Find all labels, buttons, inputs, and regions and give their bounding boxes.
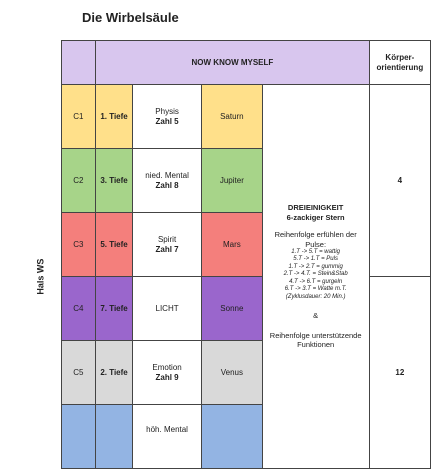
tiefe-cell: 5. Tiefe <box>96 213 133 277</box>
blank-cell <box>0 85 21 149</box>
planet-cell <box>202 405 262 469</box>
hals-ws-label-cell <box>21 85 62 469</box>
tiefe-cell: 1. Tiefe <box>96 85 133 149</box>
aspect-name: Spirit <box>157 234 177 244</box>
blank-cell <box>0 277 21 341</box>
aspect-cell <box>132 405 201 469</box>
planet-cell: Mars <box>202 213 262 277</box>
trinity-subheading: 6-zackiger Stern <box>286 212 345 222</box>
koerper-header-line2: orientierung <box>376 62 424 72</box>
trinity-line: 2.T -> 4.T. = Stein&Stab <box>283 271 348 278</box>
koerper-header-line1: Körper- <box>385 52 415 62</box>
aspect-name: höh. Mental <box>146 425 188 434</box>
aspect-cell <box>132 341 201 405</box>
koerperorientierung-header <box>369 41 430 85</box>
aspect-name: LICHT <box>155 303 179 313</box>
trinity-ampersand: & <box>313 311 319 321</box>
tiefe-cell: 2. Tiefe <box>96 341 133 405</box>
trinity-line: 4.T -> 6.T = gurgeln <box>289 278 343 285</box>
blank-cell <box>21 41 62 85</box>
aspect-zahl: Zahl 5 <box>155 116 179 126</box>
tiefe-cell: 7. Tiefe <box>96 277 133 341</box>
trinity-line: (Zyklusdauer: 20 Min.) <box>285 293 346 300</box>
tiefe-cell <box>96 405 133 469</box>
blank-cell <box>0 405 21 469</box>
blank-cell <box>0 41 21 85</box>
trinity-heading: DREIEINIGKEIT <box>287 203 344 213</box>
aspect-cell <box>132 149 201 213</box>
planet-cell: Venus <box>202 341 262 405</box>
table-header-title: NOW KNOW MYSELF <box>96 41 370 85</box>
vertebra-cell: C4 <box>61 277 95 341</box>
header-label-cell <box>61 41 95 85</box>
trinity-line: 1.T -> 5.T = wattig <box>291 248 340 255</box>
orientierung-value: 12 <box>369 277 430 469</box>
hals-ws-label: Hals WS <box>35 258 46 295</box>
orientierung-value: 4 <box>369 85 430 277</box>
vertebra-cell: C5 <box>61 341 95 405</box>
table-row <box>0 85 431 149</box>
trinity-line: 6.T -> 3.T = Watte m.T. <box>284 286 347 293</box>
trinity-cell <box>262 85 369 469</box>
aspect-cell <box>132 213 201 277</box>
aspect-zahl: Zahl 7 <box>155 244 179 254</box>
trinity-line: 5.T -> 1.T = Puls <box>293 256 338 263</box>
trinity-line: 1.T -> 2.T = gummig <box>288 263 343 270</box>
aspect-name: nied. Mental <box>145 170 189 180</box>
planet-cell: Jupiter <box>202 149 262 213</box>
document-title: Die Wirbelsäule <box>82 10 179 25</box>
vertebra-cell <box>61 405 95 469</box>
aspect-cell <box>132 277 201 341</box>
blank-cell <box>0 341 21 405</box>
vertebra-cell: C1 <box>61 85 95 149</box>
tiefe-cell: 3. Tiefe <box>96 149 133 213</box>
vertebra-cell: C3 <box>61 213 95 277</box>
aspect-zahl: Zahl 9 <box>155 372 179 382</box>
aspect-name: Emotion <box>152 362 182 372</box>
trinity-text1: Reihenfolge erfühlen der Pulse: <box>274 230 357 249</box>
spine-table <box>0 40 431 469</box>
aspect-cell <box>132 85 201 149</box>
aspect-zahl: Zahl 8 <box>155 180 179 190</box>
planet-cell: Saturn <box>202 85 262 149</box>
planet-cell: Sonne <box>202 277 262 341</box>
trinity-text2: Reihenfolge unterstützende Funktionen <box>269 330 362 350</box>
blank-cell <box>0 149 21 213</box>
blank-cell <box>0 213 21 277</box>
aspect-name: Physis <box>155 106 179 116</box>
header-row <box>0 41 431 85</box>
vertebra-cell: C2 <box>61 149 95 213</box>
